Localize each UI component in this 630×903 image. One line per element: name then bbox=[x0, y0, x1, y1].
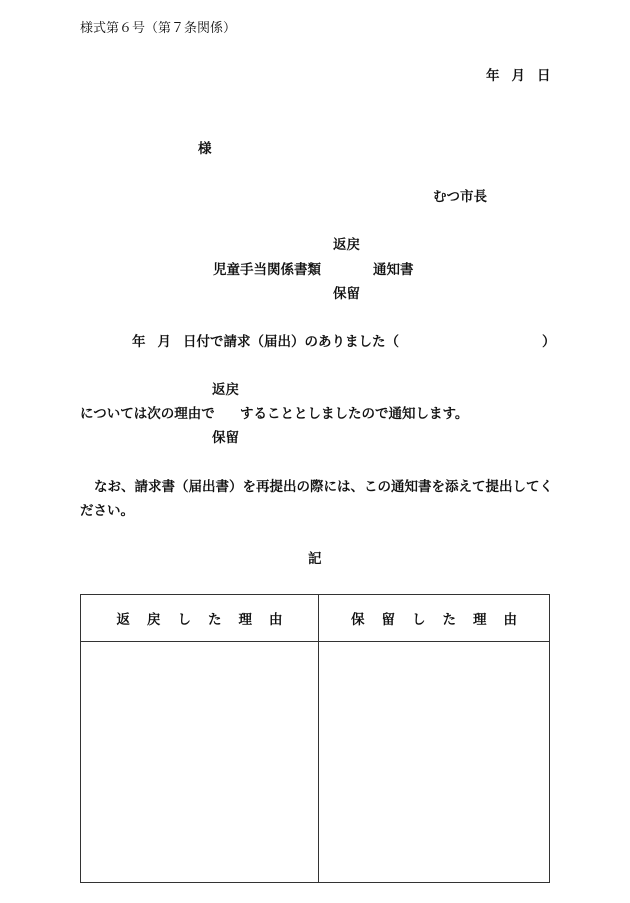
title-prefix: 児童手当関係書類 bbox=[213, 262, 321, 278]
addressee-suffix: 様 bbox=[198, 141, 212, 157]
date-year-label: 年 bbox=[486, 68, 500, 84]
body-close-paren: ） bbox=[542, 334, 556, 350]
return-reason-header: 返戻した理由 bbox=[81, 595, 319, 642]
body-option-return: 返戻 bbox=[212, 382, 239, 398]
title-option-hold: 保留 bbox=[333, 286, 360, 302]
ki-heading: 記 bbox=[308, 551, 322, 567]
date-month-label: 月 bbox=[511, 68, 525, 84]
body-line-1 bbox=[132, 333, 399, 351]
body-line2-suffix: することとしましたので通知します。 bbox=[240, 406, 469, 422]
reasons-body-row bbox=[81, 642, 550, 883]
reasons-table bbox=[80, 594, 550, 883]
title-suffix: 通知書 bbox=[373, 262, 414, 278]
form-number-note: 様式第６号（第７条関係） bbox=[80, 21, 237, 36]
title-option-return: 返戻 bbox=[333, 237, 360, 253]
reasons-header-row bbox=[81, 595, 550, 642]
issuer-name: むつ市長 bbox=[433, 189, 487, 205]
body-option-hold: 保留 bbox=[212, 430, 239, 446]
note-line-1: なお、請求書（届出書）を再提出の際には、この通知書を添えて提出してく bbox=[94, 479, 553, 495]
body-month-label: 月 bbox=[157, 334, 171, 350]
date-day-label: 日 bbox=[537, 68, 551, 84]
note-line-2: ださい。 bbox=[80, 503, 134, 519]
body-line2-prefix: については次の理由で bbox=[80, 406, 215, 422]
body-line1-text: 日付で請求（届出）のありました（ bbox=[183, 334, 399, 350]
return-reason-cell[interactable] bbox=[81, 642, 319, 883]
date-line bbox=[486, 67, 551, 85]
hold-reason-header: 保留した理由 bbox=[319, 595, 550, 642]
body-year-label: 年 bbox=[132, 334, 146, 350]
hold-reason-cell[interactable] bbox=[319, 642, 550, 883]
